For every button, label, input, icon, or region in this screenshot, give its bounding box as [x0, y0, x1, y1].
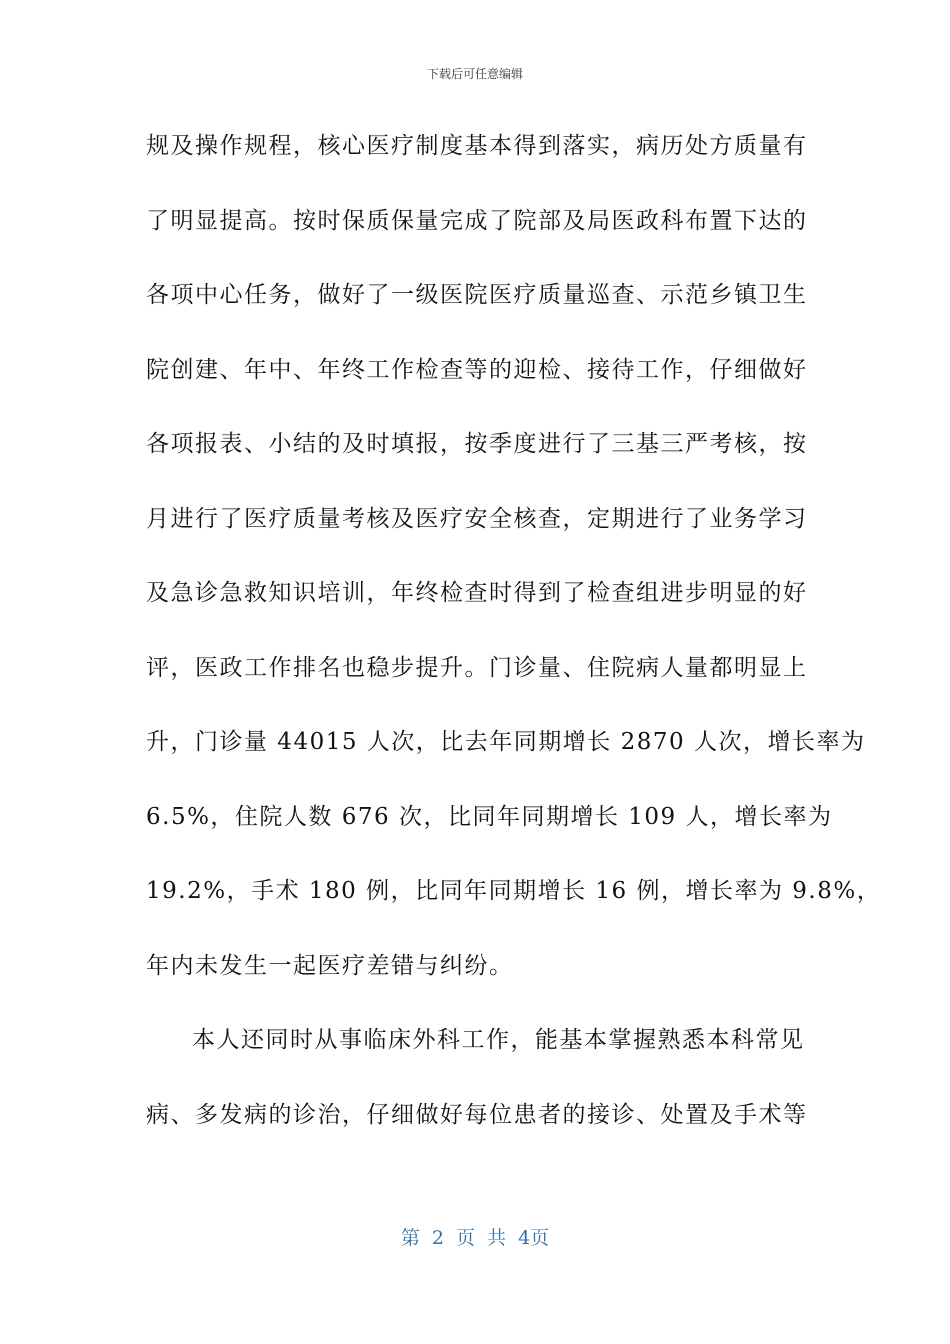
text-line: 评，医政工作排名也稳步提升。门诊量、住院病人量都明显上 — [146, 654, 808, 681]
text-line: 19.2%，手术 180 例，比同年同期增长 16 例，增长率为 9.8%， — [146, 878, 882, 904]
paragraph-1 — [146, 127, 882, 1021]
text-line: 各项中心任务，做好了一级医院医疗质量巡查、示范乡镇卫生 — [146, 282, 808, 308]
text-line: 月进行了医疗质量考核及医疗安全核查，定期进行了业务学习 — [146, 505, 808, 532]
page-header: 下载后可任意编辑 — [426, 67, 523, 81]
paragraph-2 — [146, 1021, 806, 1170]
text-line: 6.5%，住院人数 676 次，比同年同期增长 109 人，增长率为 — [146, 803, 833, 830]
text-line: 院创建、年中、年终工作检查等的迎检、接待工作，仔细做好 — [146, 356, 808, 383]
text-line: 规及操作规程，核心医疗制度基本得到落实，病历处方质量有 — [146, 133, 808, 159]
text-line: 病、多发病的诊治，仔细做好每位患者的接诊、处置及手术等 — [146, 1101, 808, 1128]
page-footer: 第 2 页 共 4页 — [400, 1227, 550, 1249]
text-line: 年内未发生一起医疗差错与纠纷。 — [146, 952, 514, 979]
text-line: 了明显提高。按时保质保量完成了院部及局医政科布置下达的 — [146, 207, 808, 234]
document-body — [146, 127, 882, 1170]
text-line: 及急诊急救知识培训，年终检查时得到了检查组进步明显的好 — [146, 580, 808, 606]
text-line: 各项报表、小结的及时填报，按季度进行了三基三严考核，按 — [146, 431, 808, 457]
text-line: 升，门诊量 44015 人次，比去年同期增长 2870 人次，增长率为 — [146, 729, 866, 755]
text-line: 本人还同时从事临床外科工作，能基本掌握熟悉本科常见 — [192, 1027, 805, 1053]
